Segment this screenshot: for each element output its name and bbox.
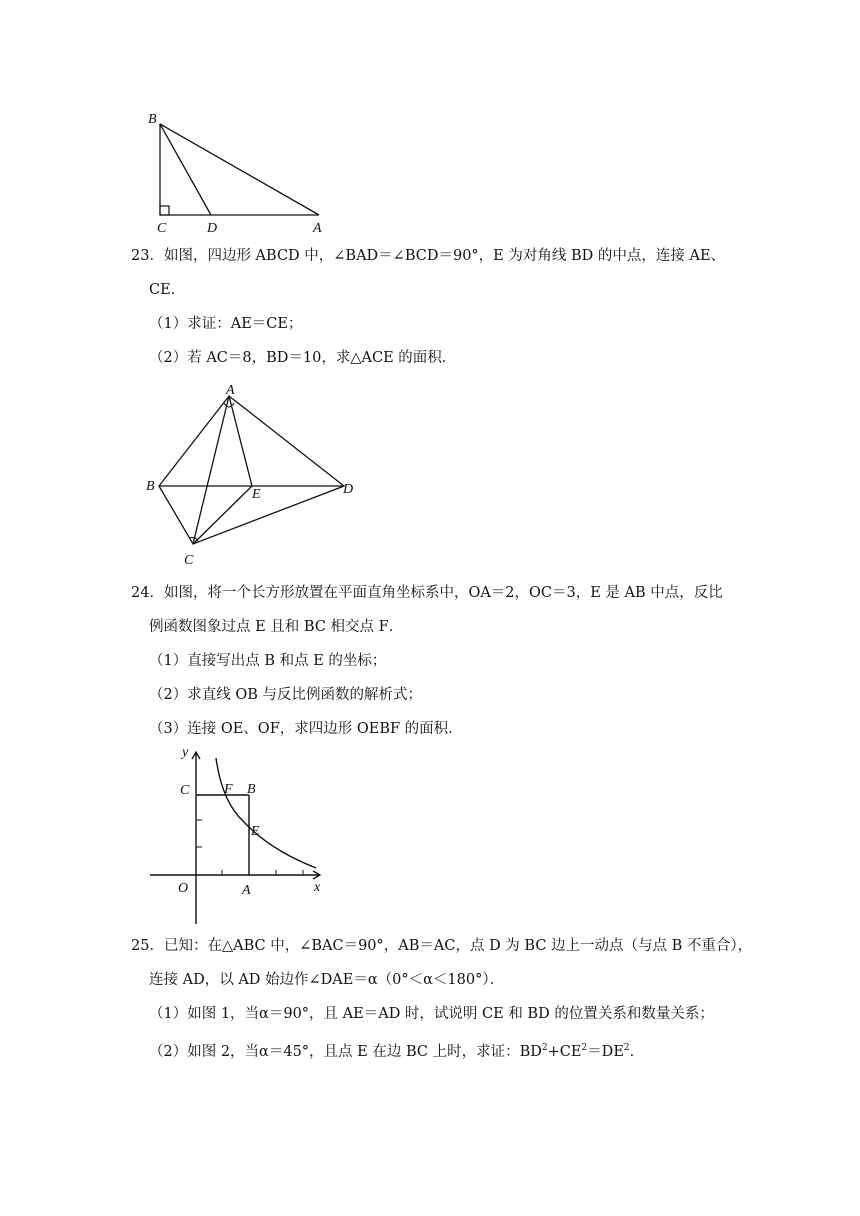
label-b: B — [148, 112, 157, 127]
q25-part2-plus: +CE — [547, 1043, 582, 1060]
label-x: x — [314, 880, 321, 895]
coordinate-diagram — [142, 740, 342, 928]
superscript-2: 2 — [581, 1043, 588, 1053]
figure-q22 — [145, 108, 335, 236]
label-a: A — [242, 883, 251, 898]
label-d: D — [207, 221, 218, 236]
figure-q23 — [142, 378, 372, 568]
label-c: C — [184, 553, 194, 568]
quadrilateral-diagram — [142, 378, 372, 568]
q24-stem-line1: 24．如图，将一个长方形放置在平面直角坐标系中，OA＝2，OC＝3，E 是 AB 中点，反比 — [131, 585, 723, 601]
triangle-diagram — [145, 108, 335, 236]
label-a: A — [226, 383, 235, 398]
label-e: E — [252, 487, 261, 502]
label-a: A — [313, 221, 322, 236]
superscript-2: 2 — [541, 1043, 548, 1053]
label-b: B — [146, 479, 155, 494]
q23-stem-line1: 23．如图，四边形 ABCD 中，∠BAD＝∠BCD＝90°，E 为对角线 BD 的中点，连接 AE、 — [131, 248, 726, 264]
q25-part2-main: （2）如图 2，当α＝45°，且点 E 在边 BC 上时，求证：BD — [149, 1043, 542, 1060]
q24-part2: （2）求直线 OB 与反比例函数的解析式； — [149, 687, 422, 703]
q25-part1: （1）如图 1，当α＝90°，且 AE＝AD 时，试说明 CE 和 BD 的位置关系和数量关系； — [149, 1006, 714, 1022]
q25-part2-end: ． — [629, 1043, 645, 1060]
label-b: B — [247, 782, 256, 797]
q25-part2 — [149, 1038, 644, 1062]
q23-part2: （2）若 AC＝8，BD＝10，求△ACE 的面积． — [149, 350, 457, 366]
q23-part1: （1）求证：AE＝CE； — [149, 316, 303, 332]
q24-part1: （1）直接写出点 B 和点 E 的坐标； — [149, 653, 387, 669]
q25-stem-line2: 连接 AD，以 AD 始边作∠DAE＝α（0°＜α＜180°）． — [149, 972, 505, 988]
figure-q24 — [142, 740, 342, 928]
q25-part2-eq: ＝DE — [587, 1043, 624, 1060]
q23-stem-line2: CE． — [149, 282, 186, 298]
label-e: E — [251, 824, 260, 839]
label-o: O — [178, 881, 189, 896]
superscript-2: 2 — [623, 1043, 630, 1053]
q25-stem-line1: 25．已知：在△ABC 中，∠BAC＝90°，AB＝AC，点 D 为 BC 边上一动点（与点 B 不重合）， — [131, 938, 753, 954]
q24-part3: （3）连接 OE、OF，求四边形 OEBF 的面积． — [149, 721, 463, 737]
label-f: F — [224, 782, 233, 797]
label-c: C — [157, 221, 167, 236]
label-y: y — [182, 745, 189, 760]
label-d: D — [343, 482, 354, 497]
label-c: C — [180, 783, 190, 798]
q24-stem-line2: 例函数图象过点 E 且和 BC 相交点 F． — [149, 619, 404, 635]
